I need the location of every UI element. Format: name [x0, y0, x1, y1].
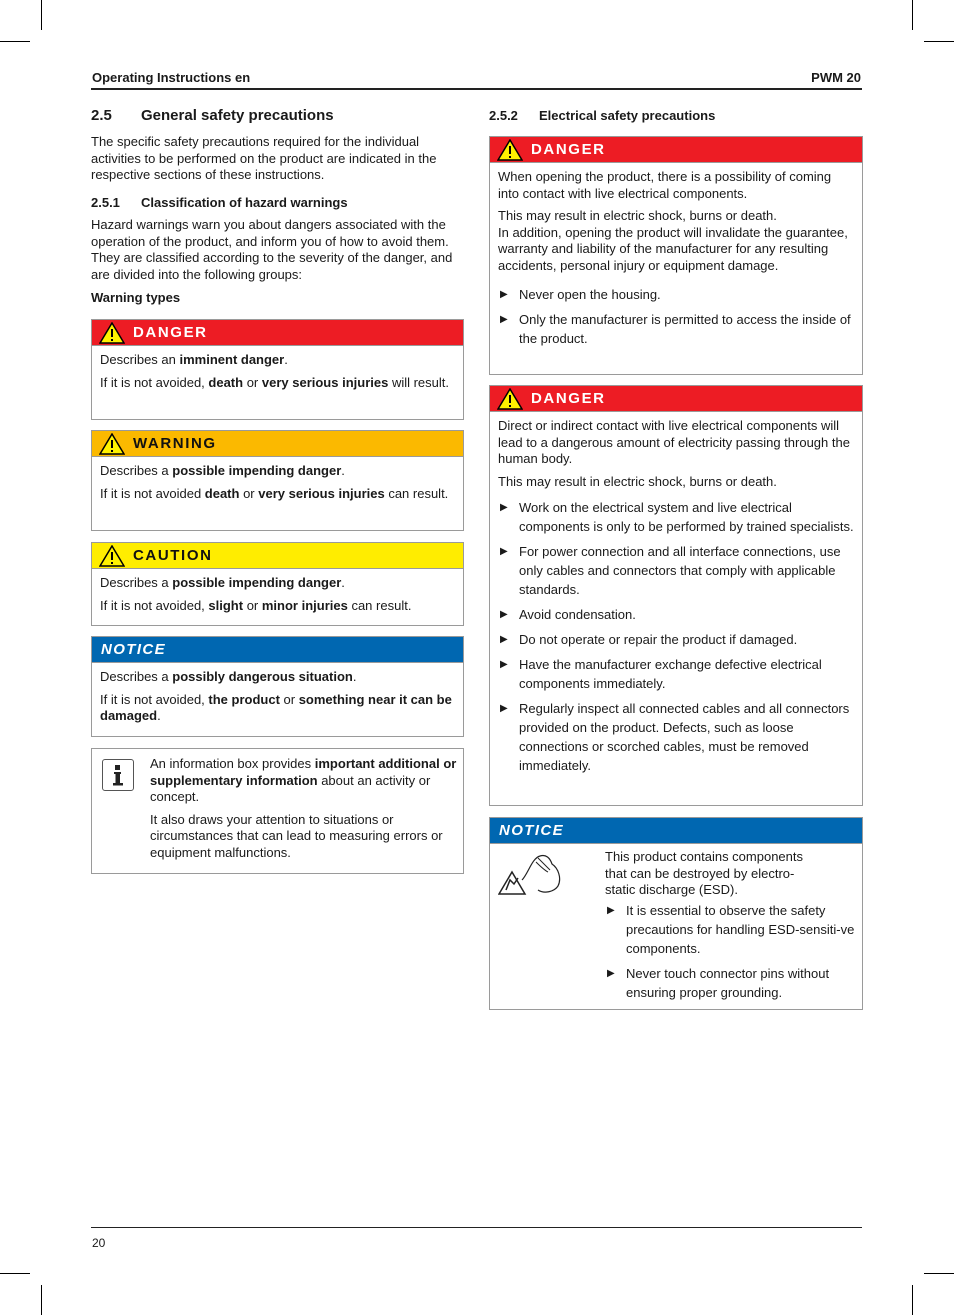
warning-triangle-icon	[99, 545, 125, 567]
arrow-bullet-icon: ▶	[500, 313, 508, 325]
electrical-danger-box-1	[489, 136, 863, 375]
notice-body: This product contains components that can be destroyed by electro-static discharge (ESD). ▶ It is essential to observe the safety precautions for handling ESD-sensiti-ve components. ▶ Never touch connector pins without ensuring proper grounding.	[597, 844, 865, 1008]
warning-box	[91, 430, 464, 531]
caution-header	[92, 543, 463, 569]
info-icon	[102, 759, 134, 791]
list-item: ▶ Have the manufacturer exchange defective electrical components immediately.	[500, 657, 822, 692]
header-left: Operating Instructions en	[92, 70, 251, 85]
arrow-bullet-icon: ▶	[607, 967, 615, 979]
crop-mark	[912, 1285, 913, 1315]
subsection-text: Hazard warnings warn you about dangers associated with the operation of the product, and inform you of how to avoid them. They are classified according to the severity of the danger, and are divided into the following groups:	[91, 217, 453, 282]
danger-title: DANGER	[531, 390, 606, 407]
info-box	[91, 748, 464, 874]
arrow-bullet-icon: ▶	[500, 703, 508, 715]
warning-header	[92, 431, 463, 457]
arrow-bullet-icon: ▶	[500, 659, 508, 671]
danger-title: DANGER	[531, 141, 606, 158]
esd-icon	[498, 850, 566, 898]
notice-header	[490, 818, 862, 844]
arrow-bullet-icon: ▶	[500, 609, 508, 621]
crop-mark	[912, 0, 913, 30]
arrow-bullet-icon: ▶	[500, 546, 508, 558]
section-title: 2.5 General safety precautions	[91, 107, 334, 124]
warning-triangle-icon	[497, 139, 523, 161]
caution-body: Describes a possible impending danger. If it is not avoided, slight or minor injuries can result.	[100, 575, 412, 613]
footer-line	[91, 1227, 862, 1228]
page-header	[91, 68, 862, 90]
danger-header	[92, 320, 463, 346]
header-right: PWM 20	[811, 70, 861, 85]
crop-mark	[924, 41, 954, 42]
danger-body: Describes an imminent danger. If it is not avoided, death or very serious injuries will result.	[100, 352, 450, 390]
arrow-bullet-icon: ▶	[500, 634, 508, 646]
list-item: ▶ Work on the electrical system and live electrical components is only to be performed by trained specialists.	[500, 500, 854, 535]
notice-box	[91, 636, 464, 737]
notice-header	[92, 637, 463, 663]
warning-body: Describes a possible impending danger. If it is not avoided death or very serious injuries can result.	[100, 463, 449, 501]
subsection-title: 2.5.1 Classification of hazard warnings	[91, 195, 348, 210]
crop-mark	[41, 1285, 42, 1315]
list-item: ▶ Regularly inspect all connected cables and all connectors provided on the product. Defects, such as loose connections or scorched cables, must be removed immediately.	[500, 701, 850, 774]
list-item: ▶ Avoid condensation.	[500, 607, 636, 623]
section-intro: The specific safety precautions required for the individual activities to be performed on the product are indicated in the respective sections of these instructions.	[91, 134, 437, 183]
warning-types-label: Warning types	[91, 290, 181, 305]
crop-mark	[924, 1273, 954, 1274]
warning-title: WARNING	[133, 435, 217, 452]
warning-triangle-icon	[99, 433, 125, 455]
list-item: ▶ Do not operate or repair the product if damaged.	[500, 632, 798, 648]
warning-triangle-icon	[99, 322, 125, 344]
danger-title: DANGER	[133, 324, 208, 341]
esd-notice-box	[489, 817, 863, 1010]
caution-title: CAUTION	[133, 547, 213, 564]
danger-body: Direct or indirect contact with live electrical components will lead to a dangerous amount of electricity passing through the human body. This may result in electric shock, burns or death. ▶ Work on the electrical system and live electrical components is only to be performed by trained specialists. ▶ For power connection and all interface connections, use only cables and connectors that comply with applicable standards. ▶ Avoid condensation. ▶ Do not operate or repair the product if damaged. ▶ Have the manufacturer exchange defective electrical components immediately. ▶ Regularly inspect all connected cables and all connectors provided on the product. Defects, such as loose connections or scorched cables, must be removed immediately.	[498, 418, 854, 774]
arrow-bullet-icon: ▶	[500, 288, 508, 300]
warning-triangle-icon	[497, 388, 523, 410]
list-item: ▶ Never open the housing.	[500, 286, 661, 302]
subsection-title-electrical: 2.5.2 Electrical safety precautions	[489, 108, 716, 123]
list-item: ▶ It is essential to observe the safety precautions for handling ESD-sensiti-ve components.	[607, 902, 855, 956]
list-item: ▶ Never touch connector pins without ensuring proper grounding.	[607, 965, 830, 1000]
notice-title: NOTICE	[101, 641, 167, 658]
notice-title: NOTICE	[499, 822, 565, 839]
info-body: An information box provides important additional or supplementary information about an activity or concept. It also draws your attention to situations or circumstances that can lead to measuring errors or equipment malfunctions.	[150, 756, 457, 860]
arrow-bullet-icon: ▶	[500, 502, 508, 514]
danger-header	[490, 137, 862, 163]
crop-mark	[0, 1273, 30, 1274]
arrow-bullet-icon: ▶	[607, 904, 615, 916]
notice-body: Describes a possibly dangerous situation. If it is not avoided, the product or something near it can be damaged.	[100, 669, 452, 724]
list-item: ▶ For power connection and all interface connections, use only cables and connectors that comply with applicable standards.	[500, 544, 841, 598]
danger-box	[91, 319, 464, 420]
page-number: 20	[92, 1236, 106, 1250]
crop-mark	[0, 41, 30, 42]
caution-box	[91, 542, 464, 626]
danger-body: When opening the product, there is a possibility of coming into contact with live electrical components. This may result in electric shock, burns or death. In addition, opening the product will invalidate the guarantee, warranty and liability of the manufacturer for any resulting accidents, personal injury or equipment damage. ▶ Never open the housing. ▶ Only the manufacturer is permitted to access the inside of the product.	[490, 163, 862, 362]
crop-mark	[41, 0, 42, 30]
electrical-danger-box-2	[489, 385, 863, 806]
danger-header	[490, 386, 862, 412]
list-item: ▶ Only the manufacturer is permitted to access the inside of the product.	[500, 311, 851, 346]
